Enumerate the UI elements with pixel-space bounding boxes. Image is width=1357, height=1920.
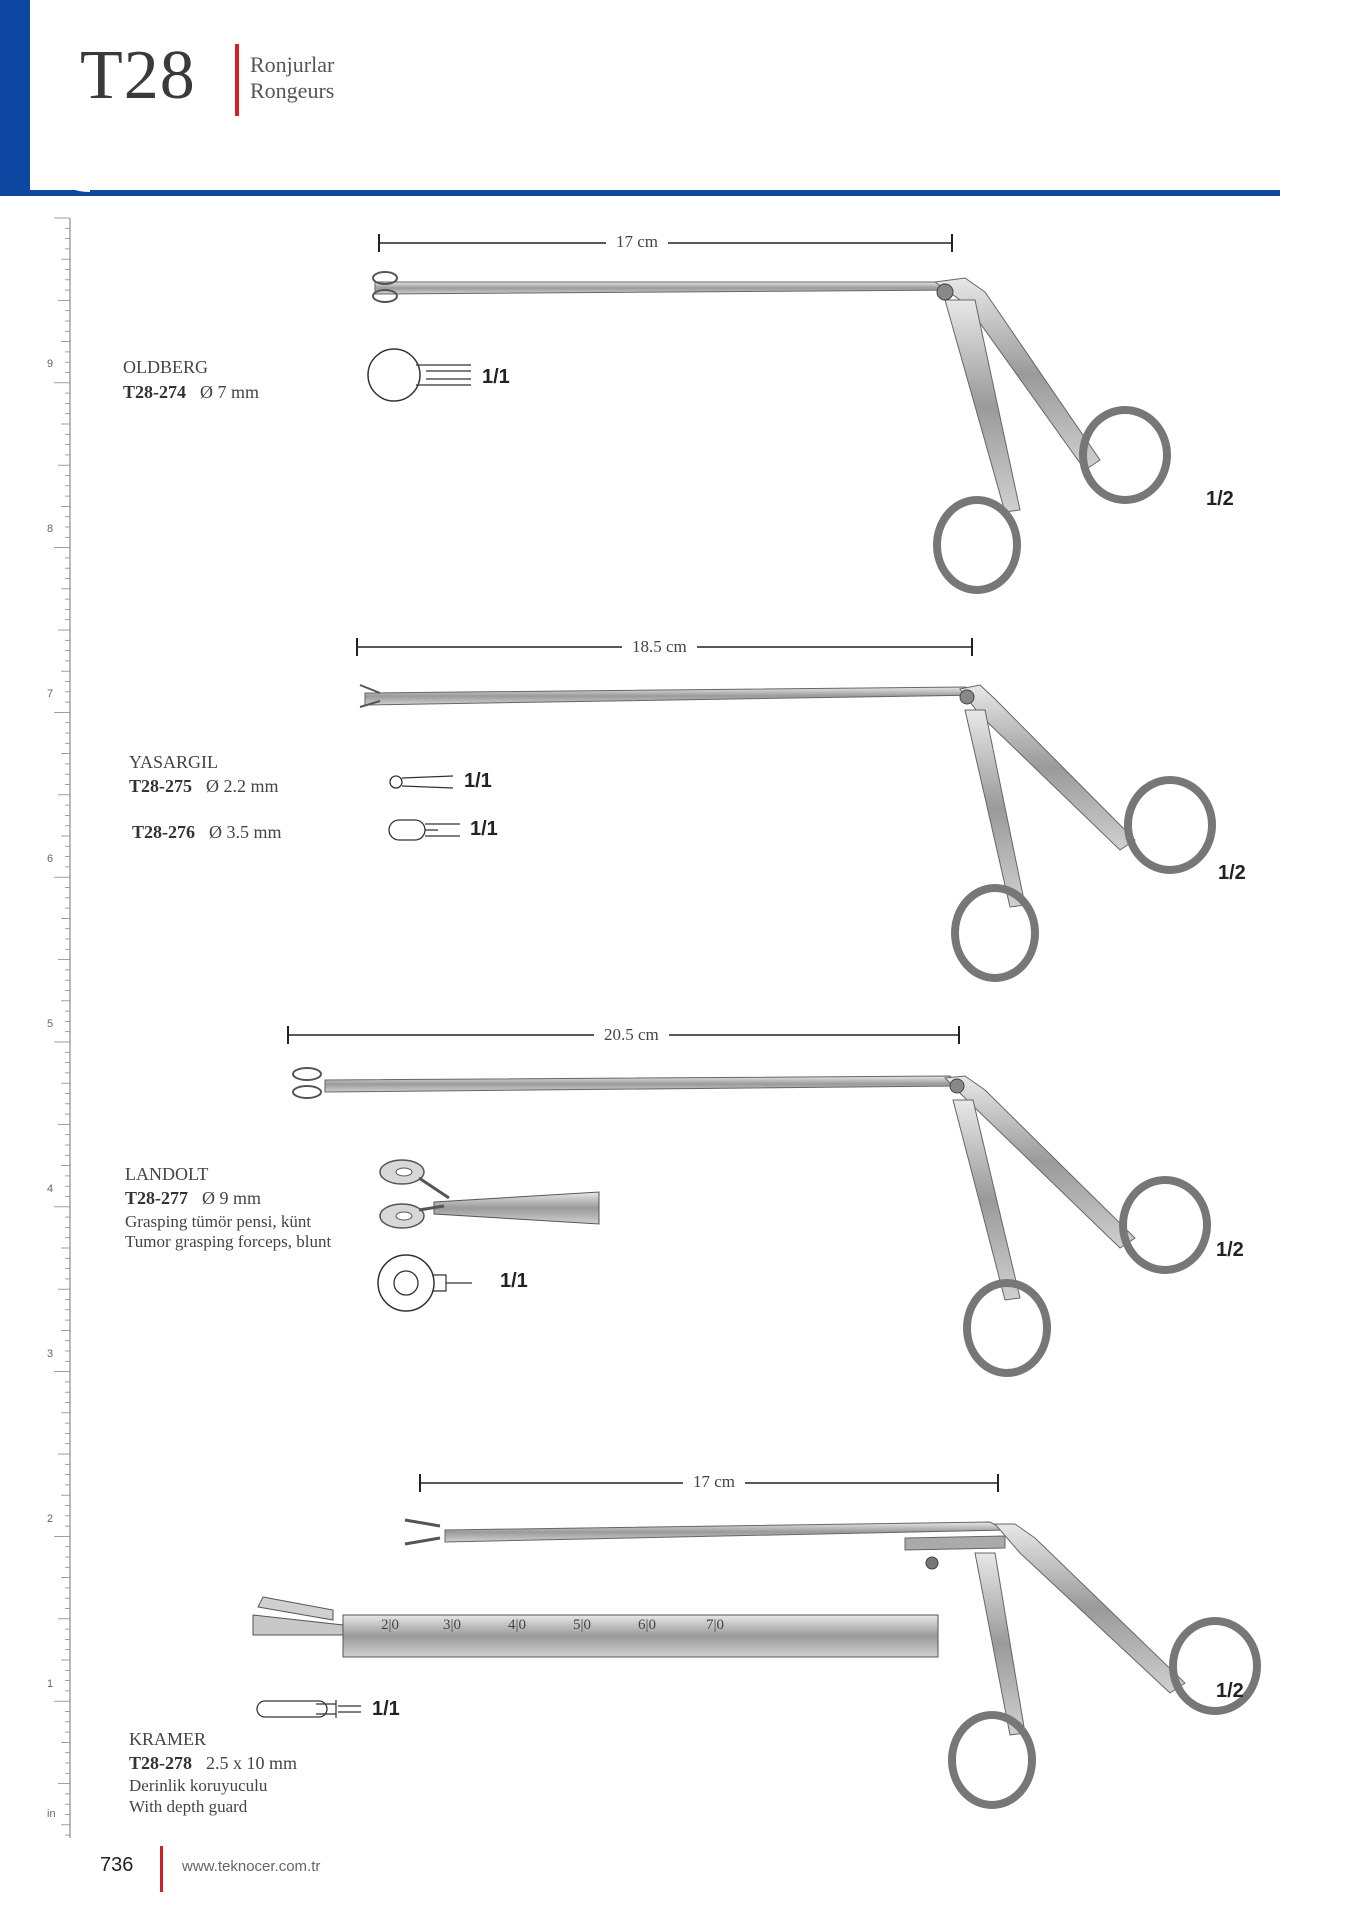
product-name: KRAMER bbox=[129, 1729, 207, 1749]
product-code: T28-276 bbox=[132, 822, 195, 842]
product-description-en: Tumor grasping forceps, blunt bbox=[125, 1232, 332, 1251]
tip-scale: 1/1 bbox=[482, 366, 510, 388]
product-code-row bbox=[125, 1188, 261, 1209]
depth-mark: 5|0 bbox=[573, 1617, 592, 1633]
product-name: OLDBERG bbox=[123, 357, 208, 377]
header-corner bbox=[30, 130, 90, 192]
product-dimension: 2.5 x 10 mm bbox=[206, 1753, 298, 1773]
length-label: 17 cm bbox=[683, 1472, 745, 1492]
depth-mark: 2|0 bbox=[381, 1617, 400, 1633]
product-name: LANDOLT bbox=[125, 1164, 209, 1184]
product-code-row bbox=[123, 382, 259, 403]
instrument-scale: 1/2 bbox=[1206, 488, 1234, 510]
product-name: YASARGIL bbox=[129, 752, 219, 772]
length-label: 17 cm bbox=[606, 232, 668, 252]
instrument-scale: 1/2 bbox=[1216, 1239, 1244, 1261]
product-description-en: With depth guard bbox=[129, 1797, 248, 1816]
product-dimension: Ø 7 mm bbox=[200, 382, 260, 402]
ruler-number: 2 bbox=[47, 1513, 54, 1525]
inch-ruler bbox=[0, 218, 75, 1838]
ruler-number: 8 bbox=[47, 523, 54, 535]
tip-detail-drawing bbox=[388, 772, 458, 792]
header-underline bbox=[0, 190, 1280, 196]
ruler-unit: in bbox=[47, 1808, 56, 1820]
header-accent-bar bbox=[0, 0, 30, 196]
depth-mark: 7|0 bbox=[706, 1617, 725, 1633]
product-code-row bbox=[132, 822, 282, 843]
depth-guard-detail bbox=[253, 1595, 943, 1665]
website-link[interactable]: www.teknocer.com.tr bbox=[182, 1858, 321, 1875]
ruler-number: 6 bbox=[47, 853, 54, 865]
depth-mark: 3|0 bbox=[443, 1617, 462, 1633]
tip-detail-drawing bbox=[376, 1253, 476, 1313]
product-description-tr: Derinlik koruyuculu bbox=[129, 1776, 268, 1795]
product-code: T28-277 bbox=[125, 1188, 188, 1208]
ruler-number: 9 bbox=[47, 358, 54, 370]
product-code-row bbox=[129, 1753, 297, 1774]
footer-divider bbox=[160, 1846, 163, 1892]
rongeur-instrument-image bbox=[365, 260, 1315, 580]
ruler-ticks bbox=[0, 218, 75, 1838]
ruler-number: 4 bbox=[47, 1183, 54, 1195]
product-code: T28-275 bbox=[129, 776, 192, 796]
tip-detail-drawing bbox=[388, 817, 463, 843]
product-dimension: Ø 9 mm bbox=[202, 1188, 262, 1208]
length-label: 18.5 cm bbox=[622, 637, 697, 657]
depth-mark: 6|0 bbox=[638, 1617, 657, 1633]
product-description-tr: Grasping tümör pensi, künt bbox=[125, 1212, 312, 1231]
tip-detail-drawing bbox=[366, 347, 476, 403]
tip-scale: 1/1 bbox=[470, 818, 498, 840]
product-dimension: Ø 2.2 mm bbox=[206, 776, 279, 796]
product-code: T28-274 bbox=[123, 382, 186, 402]
instrument-scale: 1/2 bbox=[1218, 862, 1246, 884]
category-title-tr: Ronjurlar bbox=[250, 52, 335, 77]
tip-scale: 1/1 bbox=[464, 770, 492, 792]
product-code: T28-278 bbox=[129, 1753, 192, 1773]
product-code-row bbox=[129, 776, 279, 797]
ruler-number: 1 bbox=[47, 1678, 54, 1690]
tip-detail-drawing bbox=[256, 1698, 366, 1720]
header-divider bbox=[235, 44, 239, 116]
tip-scale: 1/1 bbox=[500, 1270, 528, 1292]
category-title-en: Rongeurs bbox=[250, 78, 335, 103]
page-number: 736 bbox=[100, 1854, 134, 1876]
tip-scale: 1/1 bbox=[372, 1698, 400, 1720]
ruler-number: 7 bbox=[47, 688, 54, 700]
ruler-number: 5 bbox=[47, 1018, 54, 1030]
ruler-number: 3 bbox=[47, 1348, 54, 1360]
length-label: 20.5 cm bbox=[594, 1025, 669, 1045]
depth-mark: 4|0 bbox=[508, 1617, 527, 1633]
length-dimension-line bbox=[378, 233, 978, 253]
catalog-code: T28 bbox=[80, 37, 196, 114]
instrument-scale: 1/2 bbox=[1216, 1680, 1244, 1702]
tip-detail-drawing bbox=[374, 1152, 604, 1232]
product-dimension: Ø 3.5 mm bbox=[209, 822, 282, 842]
